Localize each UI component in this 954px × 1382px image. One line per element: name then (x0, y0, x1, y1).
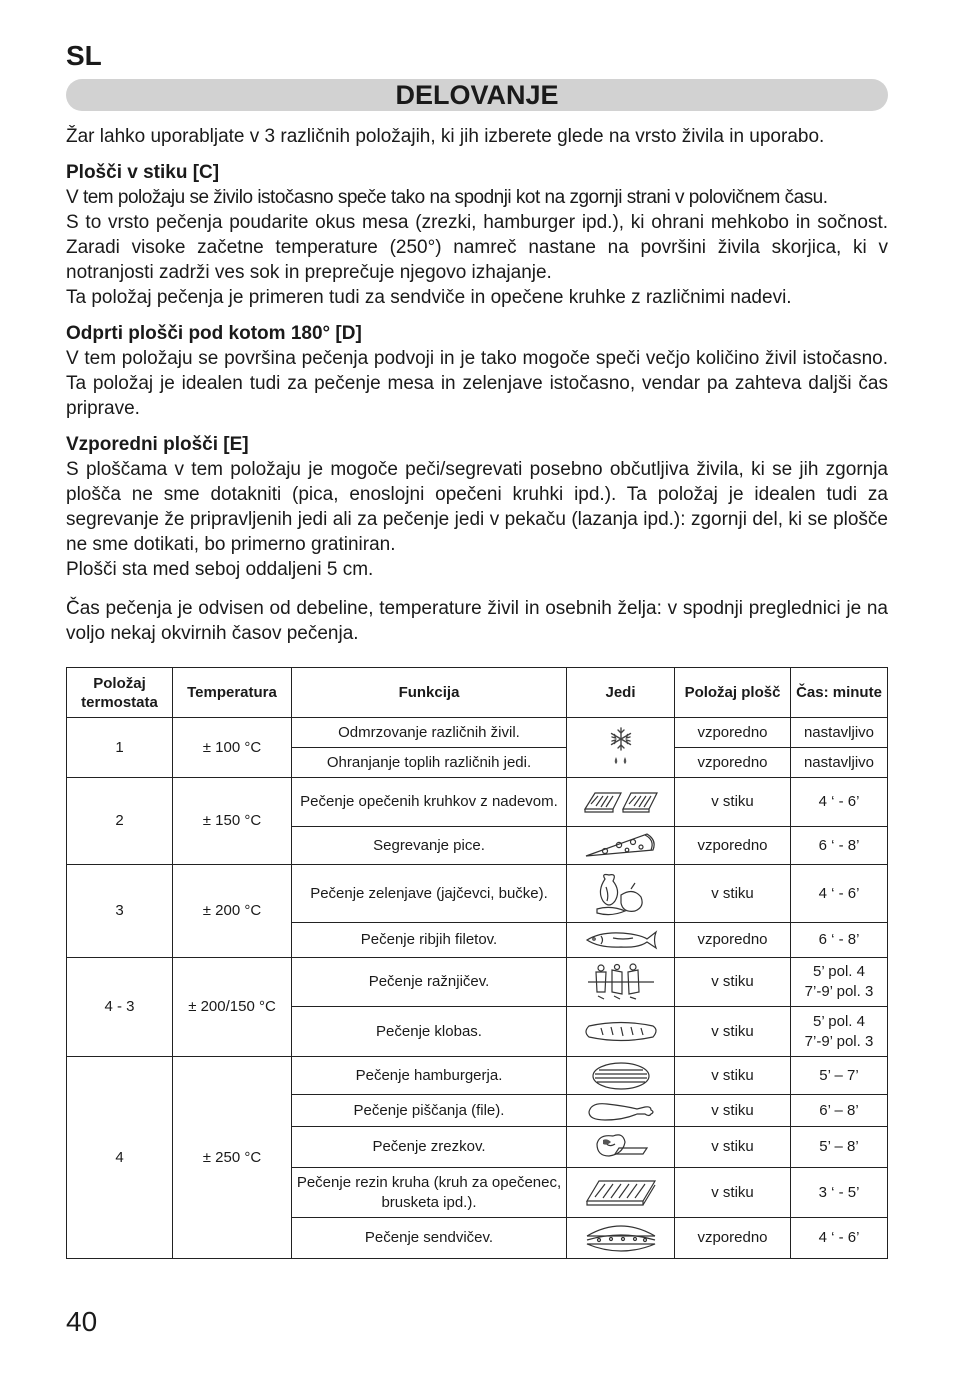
steak-icon (589, 1130, 653, 1164)
header-time: Čas: minute (791, 668, 888, 718)
language-code: SL (66, 40, 102, 71)
header-function: Funkcija (292, 668, 567, 718)
plate-position-cell: vzporedno (675, 748, 791, 778)
time-cell: 5’ – 7’ (791, 1057, 888, 1095)
thermostat-cell: 2 (67, 778, 173, 865)
dish-icon-cell (567, 1127, 675, 1168)
header-temperature: Temperatura (173, 668, 292, 718)
plate-position-cell: v stiku (675, 865, 791, 923)
plate-position-cell: v stiku (675, 958, 791, 1007)
vegetables-icon (591, 871, 651, 917)
outro-paragraph: Čas pečenja je odvisen od debeline, temperature živil in osebnih želja: v spodnji preglednici je na voljo nekaj okvirnih časov pečenja. (66, 598, 888, 644)
header-dishes: Jedi (567, 668, 675, 718)
dish-icon-cell (567, 923, 675, 958)
temperature-cell: ± 200 °C (173, 865, 292, 958)
section-contact-plates (66, 161, 888, 310)
temperature-cell: ± 150 °C (173, 778, 292, 865)
cooking-times-table (66, 667, 888, 1259)
sausage-icon (581, 1020, 661, 1044)
table-row (67, 718, 888, 748)
time-cell: 4 ‘ - 6’ (791, 778, 888, 827)
section-heading: Plošči v stiku [C] (66, 162, 220, 183)
section-paragraph: Ta položaj pečenja je primeren tudi za sendviče in opečene kruhke z različnimi nadevi. (66, 287, 792, 308)
time-line: 7’-9’ pol. 3 (804, 1032, 874, 1050)
section-outro (66, 596, 888, 646)
function-cell: Pečenje sendvičev. (292, 1218, 567, 1259)
dish-icon-cell (567, 718, 675, 778)
time-cell (791, 1007, 888, 1057)
function-cell: Pečenje piščanja (file). (292, 1095, 567, 1127)
temperature-cell: ± 200/150 °C (173, 958, 292, 1057)
section-heading: Odprti plošči pod kotom 180° [D] (66, 323, 362, 344)
chicken-leg-icon (583, 1098, 659, 1124)
plate-position-cell: vzporedno (675, 827, 791, 865)
time-cell: 4 ‘ - 6’ (791, 1218, 888, 1259)
section-parallel-plates (66, 433, 888, 582)
temperature-cell: ± 250 °C (173, 1057, 292, 1259)
table-row (67, 778, 888, 827)
section-paragraph: V tem položaju se površina pečenja podvoji in je tako mogoče speči večjo količino živil istočasno. Ta položaj je idealen tudi za pečenje mesa in zelenjave istočasno, vendar pa zahteva daljši čas priprave. (66, 348, 888, 419)
time-cell: nastavljivo (791, 748, 888, 778)
time-cell (791, 958, 888, 1007)
fish-icon (583, 928, 659, 952)
section-paragraph: S ploščama v tem položaju je mogoče peči/segrevati posebno občutljiva živila, ki se jih zgornja plošča ne sme dotakniti (pica, enoslojni opečeni kruhki ipd.). Ta položaj je idealen tudi za segrevanje že pripravljenih jedi ali za pečenje jedi v pekaču (lazanja ipd.): zgornji del, ki se plošče ne sme dotikati, bo primerno gratiniran. (66, 459, 888, 555)
function-cell: Pečenje opečenih kruhkov z nadevom. (292, 778, 567, 827)
dish-icon-cell (567, 778, 675, 827)
thermostat-cell: 1 (67, 718, 173, 778)
dish-icon-cell (567, 1007, 675, 1057)
section-paragraph: Plošči sta med seboj oddaljeni 5 cm. (66, 559, 374, 580)
thermostat-cell: 3 (67, 865, 173, 958)
function-cell: Pečenje zrezkov. (292, 1127, 567, 1168)
section-title-banner: DELOVANJE (66, 79, 888, 111)
table-header-row (67, 668, 888, 718)
plate-position-cell: vzporedno (675, 718, 791, 748)
function-cell: Pečenje zelenjave (jajčevci, bučke). (292, 865, 567, 923)
thermostat-cell: 4 - 3 (67, 958, 173, 1057)
function-cell: Pečenje rezin kruha (kruh za opečenec, brusketa ipd.). (292, 1168, 567, 1218)
function-cell: Segrevanje pice. (292, 827, 567, 865)
function-cell: Ohranjanje toplih različnih jedi. (292, 748, 567, 778)
plate-position-cell: v stiku (675, 778, 791, 827)
section-paragraph: V tem položaju se živilo istočasno speče tako na spodnji kot na zgornji strani v polovičnem času. (66, 187, 828, 208)
dish-icon-cell (567, 827, 675, 865)
time-line: 5’ pol. 4 (813, 1012, 865, 1030)
dish-icon-cell (567, 865, 675, 923)
function-cell: Odmrzovanje različnih živil. (292, 718, 567, 748)
drops-icon (614, 757, 626, 764)
time-cell: 5’ – 8’ (791, 1127, 888, 1168)
plate-position-cell: v stiku (675, 1168, 791, 1218)
function-cell: Pečenje hamburgerja. (292, 1057, 567, 1095)
snowflake-icon (606, 725, 636, 771)
header-plate-position: Položaj plošč (675, 668, 791, 718)
dish-icon-cell (567, 1218, 675, 1259)
header-thermostat: Položaj termostata (67, 668, 173, 718)
skewers-icon (586, 962, 656, 1002)
page-number: 40 (66, 1306, 98, 1337)
time-cell: 6’ – 8’ (791, 1095, 888, 1127)
plate-position-cell: v stiku (675, 1127, 791, 1168)
dish-icon-cell (567, 1057, 675, 1095)
intro-paragraph: Žar lahko uporabljate v 3 različnih položajih, ki jih izberete glede na vrsto živila in uporabo. (66, 126, 825, 147)
plate-position-cell: vzporedno (675, 923, 791, 958)
time-cell: nastavljivo (791, 718, 888, 748)
time-cell: 4 ‘ - 6’ (791, 865, 888, 923)
thermostat-cell: 4 (67, 1057, 173, 1259)
time-line: 7’-9’ pol. 3 (804, 983, 874, 1000)
function-cell: Pečenje klobas. (292, 1007, 567, 1057)
time-cell: 6 ‘ - 8’ (791, 827, 888, 865)
hamburger-icon (589, 1060, 653, 1092)
function-cell: Pečenje ribjih filetov. (292, 923, 567, 958)
function-cell: Pečenje ražnjičev. (292, 958, 567, 1007)
time-cell: 6 ‘ - 8’ (791, 923, 888, 958)
table-row (67, 958, 888, 1007)
pizza-icon (583, 830, 659, 862)
plate-position-cell: v stiku (675, 1095, 791, 1127)
table-row (67, 1057, 888, 1095)
plate-position-cell: vzporedno (675, 1218, 791, 1259)
plate-position-cell: v stiku (675, 1007, 791, 1057)
dish-icon-cell (567, 1095, 675, 1127)
section-heading: Vzporedni plošči [E] (66, 434, 249, 455)
temperature-cell: ± 100 °C (173, 718, 292, 778)
plate-position-cell: v stiku (675, 1057, 791, 1095)
bread-slice-icon (581, 1177, 661, 1209)
dish-icon-cell (567, 1168, 675, 1218)
time-line: 5’ pol. 4 (813, 963, 865, 980)
dish-icon-cell (567, 958, 675, 1007)
section-open-plates (66, 322, 888, 421)
time-cell: 3 ‘ - 5’ (791, 1168, 888, 1218)
sandwich-icon (583, 1220, 659, 1256)
section-paragraph: S to vrsto pečenja poudarite okus mesa (zrezki, hamburger ipd.), ki ohrani mehkobo in sočnost. Zaradi visoke začetne temperature (250°) namreč nastane na površini živila skorjica, ki v notranjosti zadrži ves sok in preprečuje njegovo izhajanje. (66, 212, 888, 283)
toast-icon (581, 787, 661, 817)
table-row (67, 865, 888, 923)
manual-text (66, 124, 888, 646)
